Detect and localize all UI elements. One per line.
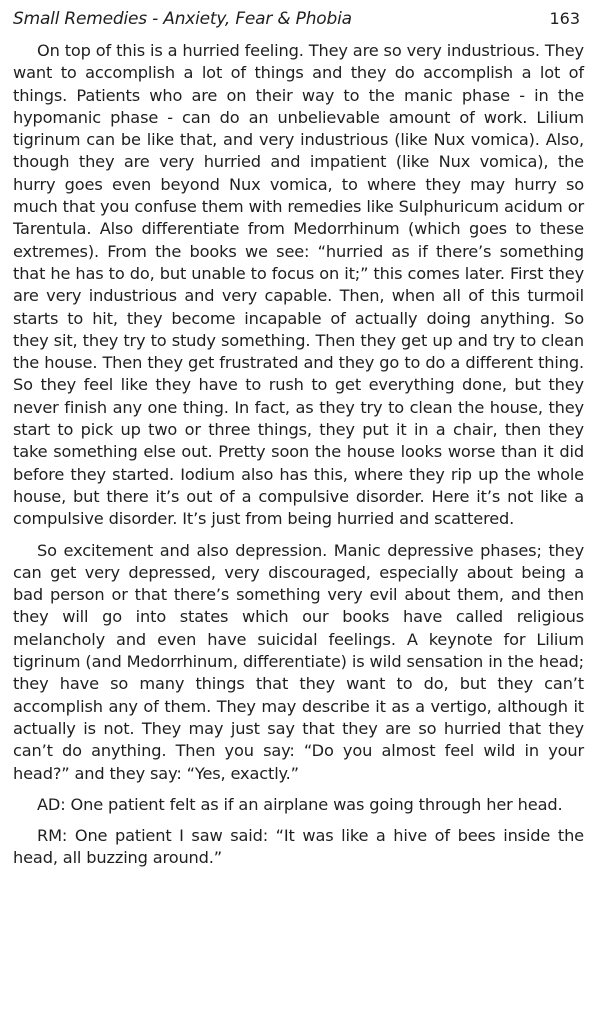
page-header — [13, 0, 584, 39]
paragraph: AD: One patient felt as if an airplane was going through her head. — [37, 794, 563, 814]
paragraph: On top of this is a hurried feeling. They are so very industrious. They want to accomplish a lot of things and they do accomplish a lot of things. Patients who are on their way to the manic phase - in the hypomanic phase - can do an unbelievable amount of work. Lilium tigrinum can be like that, and very industrious (like Nux vomica). Also, though they are very hurried and impatient (like Nux vomica), the hurry goes even beyond Nux vomica, to where they may hurry so much that you confuse them with remedies like Sulphuricum acidum or Tarentula. Also differentiate from Medorrhinum (which goes to these extremes). From the books we see: “hurried as if there’s something that he has to do, but unable to focus on it;” this comes later. First they are very industrious and very capable. Then, when all of this turmoil starts to hit, they become incapable of actually doing anything. So they sit, they try to study something. Then they get up and try to clean the house. Then they get frustrated and they go to do a different thing. So they feel like they have to rush to get everything done, but they never finish any one thing. In fact, as they try to clean the house, they start to pick up two or three things, they put it in a chair, then they take something else out. Pretty soon the house looks worse than it did before they started. Iodium also has this, where they rip up the whole house, but there it’s out of a compulsive disorder. Here it’s not like a compulsive disorder. It’s just from being hurried and scattered. — [13, 41, 584, 529]
page-number: 163 — [549, 9, 580, 28]
paragraph: So excitement and also depression. Manic depressive phases; they can get very depressed, very discouraged, especially about being a bad person or that there’s something very evil about them, and then they will go into states which our books have called religious melancholy and even have suicidal feelings. A keynote for Lilium tigrinum (and Medorrhinum, differentiate) is wild sensation in the head; they have so many things that they want to do, but they can’t accomplish any of them. They may describe it as a vertigo, although it actually is not. They may just say that they are so hurried that they can’t do anything. Then you say: “Do you almost feel wild in your head?” and they say: “Yes, exactly.” — [13, 540, 584, 783]
body-text — [13, 40, 584, 870]
paragraph: RM: One patient I saw said: “It was like a hive of bees inside the head, all buzzing around.” — [13, 826, 584, 868]
running-head: Small Remedies - Anxiety, Fear & Phobia — [13, 9, 352, 29]
